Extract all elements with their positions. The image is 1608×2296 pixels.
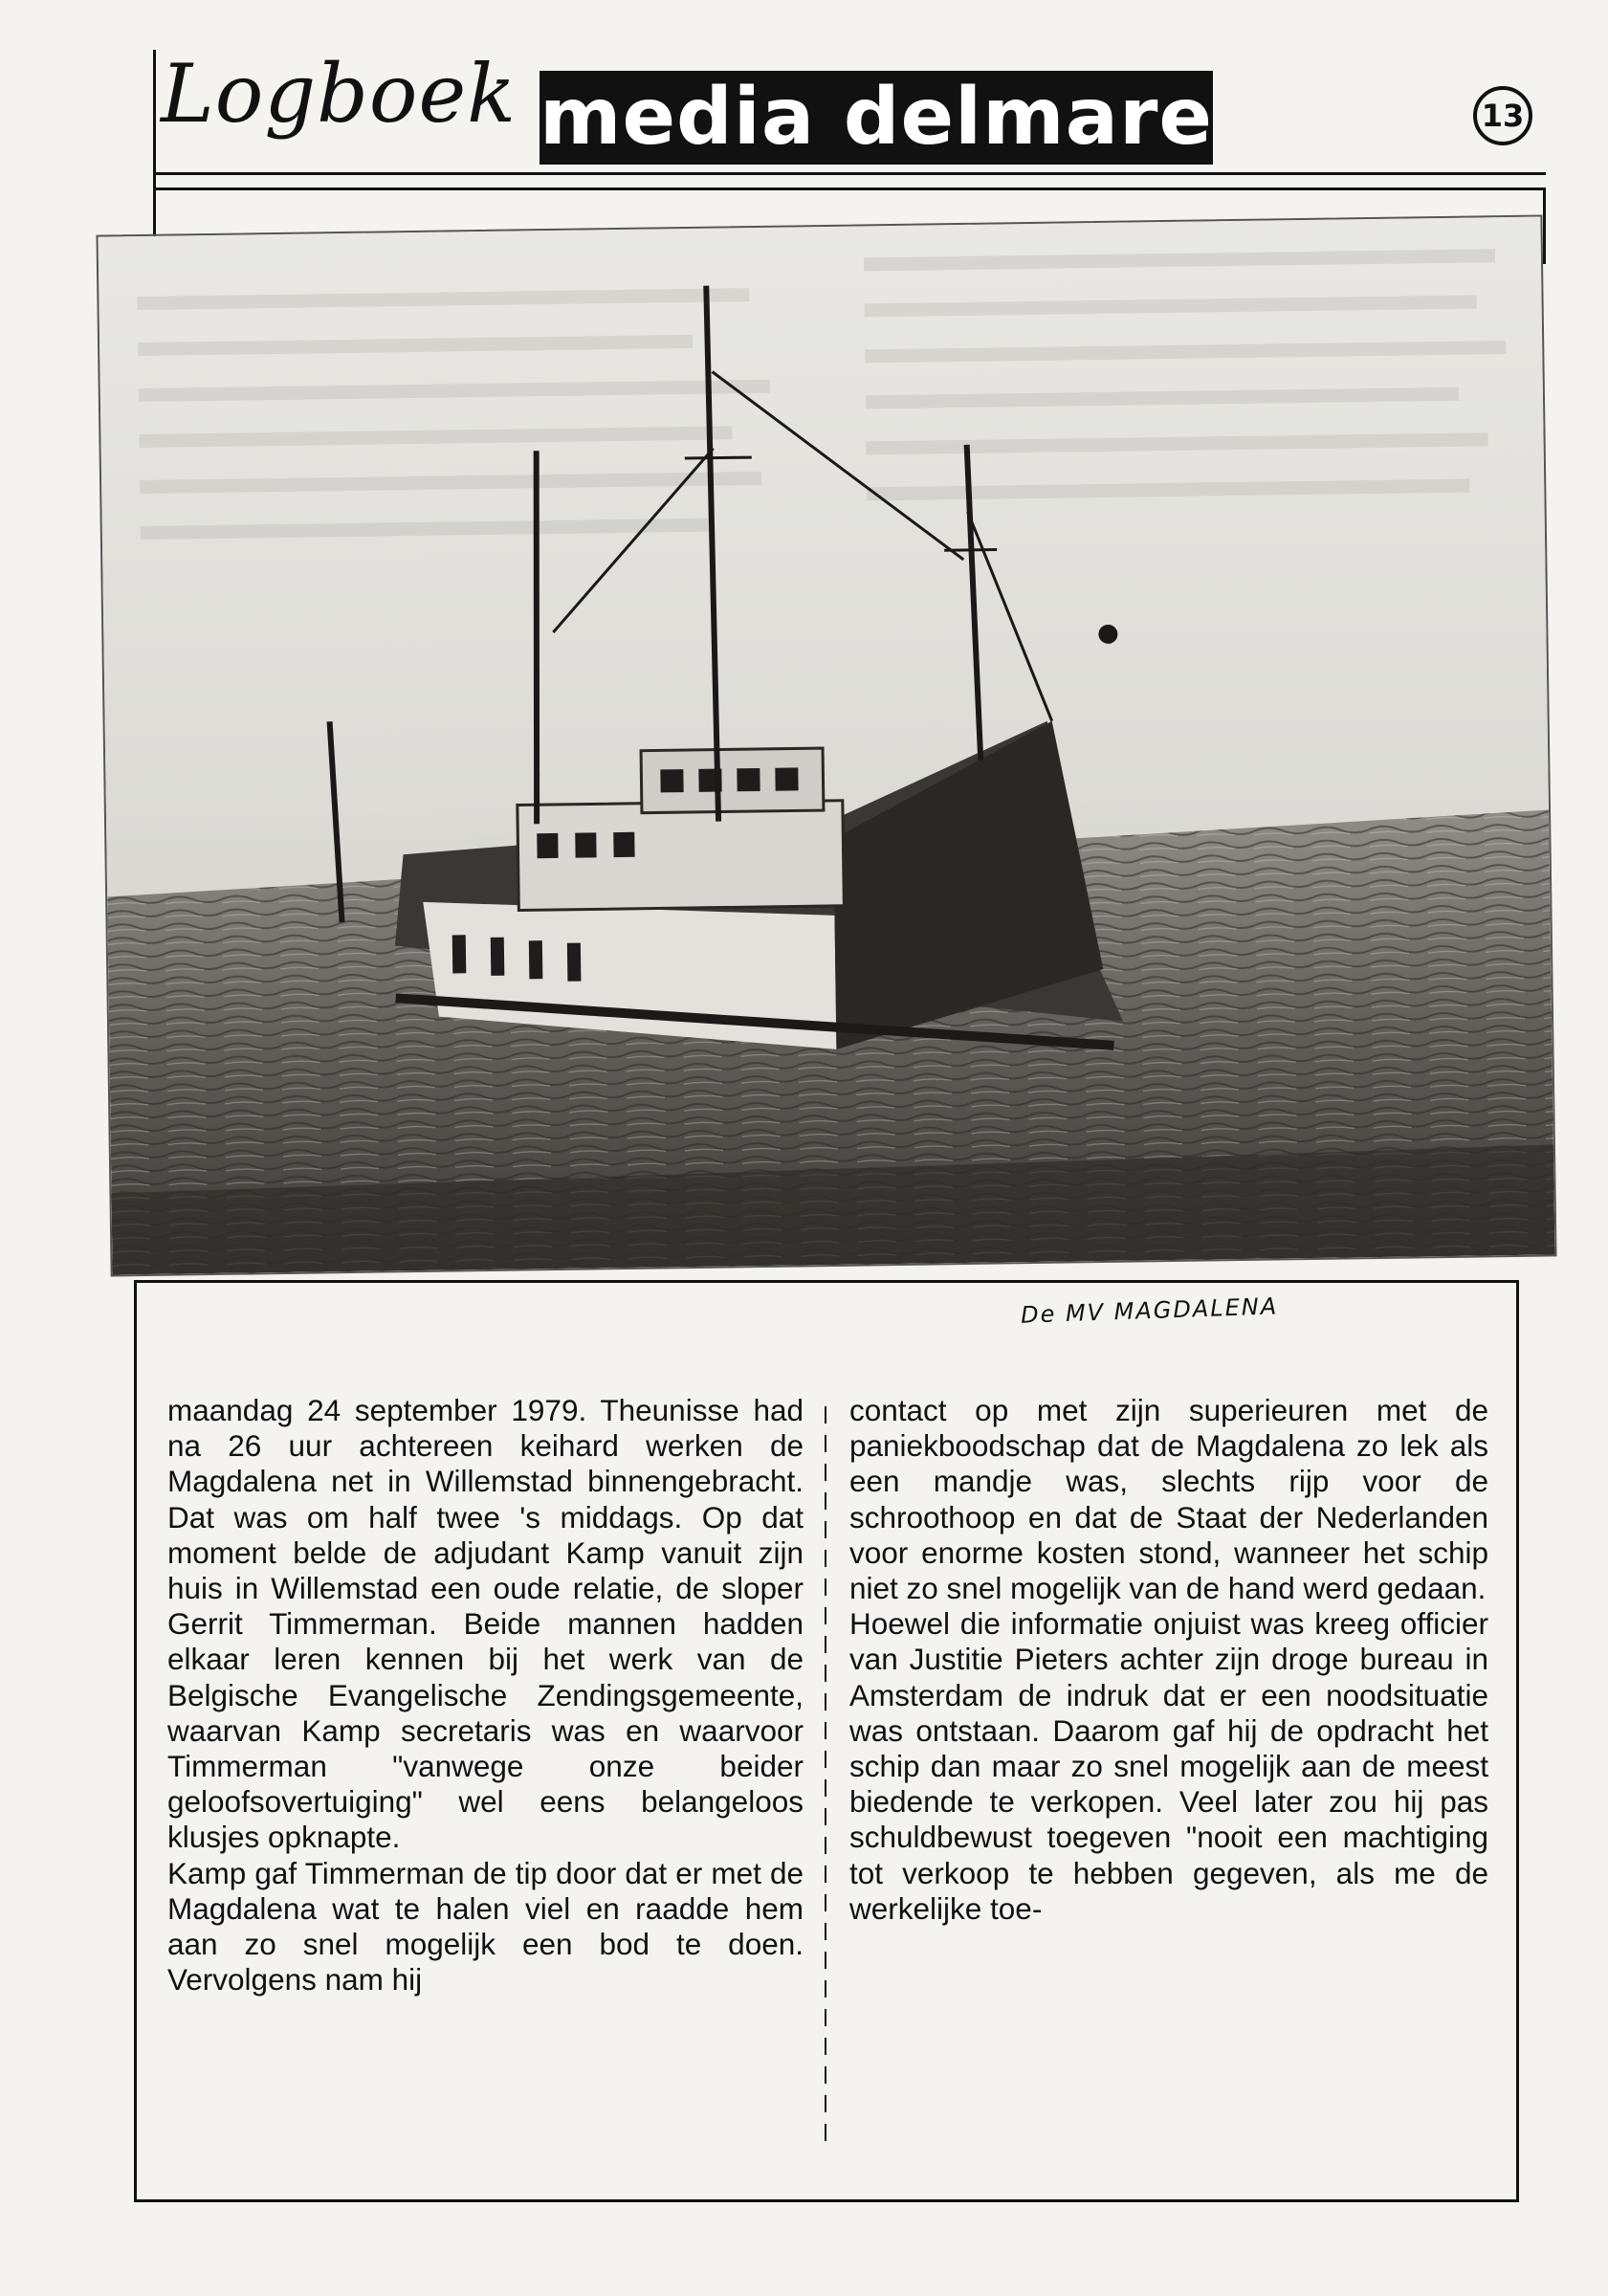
logboek-script-logo: Logboek — [161, 47, 518, 141]
header-rule-corner — [1543, 188, 1546, 264]
photo-caption: De MV MAGDALENA — [1020, 1292, 1279, 1329]
ship-photo — [96, 214, 1556, 1276]
article-column-right — [849, 1393, 1488, 1927]
media-delmare-logo-box: media delmare — [540, 72, 1213, 163]
page-header — [0, 0, 1608, 210]
article-paragraph: contact op met zijn superieuren met de paniekboodschap dat de Magdalena zo lek als een mandje was, slechts rijp voor de schroothoop en dat de Staat der Nederlanden voor enorme kosten stond, wanneer het schip niet zo snel mogelijk van de hand werd gedaan. — [849, 1393, 1488, 1606]
page-number-badge: 13 — [1473, 86, 1532, 145]
column-divider — [825, 1406, 826, 2143]
article-paragraph: Hoewel die informatie onjuist was kreeg officier van Justitie Pieters achter zijn droge bureau in Amsterdam de indruk dat er een noodsituatie was ontstaan. Daarom gaf hij de opdracht het schip dan maar zo snel mogelijk aan de meest biedende te verkopen. Veel later zou hij pas schuldbewust toegeven "nooit een machtiging tot verkoop te hebben gegeven, als me de werkelijke toe- — [849, 1606, 1488, 1926]
article-column-left — [167, 1393, 804, 1998]
header-rule — [153, 172, 1546, 175]
article-paragraph: Kamp gaf Timmerman de tip door dat er met de Magdalena wat te halen viel en raadde hem aan zo snel mogelijk een bod te doen. Vervolgens nam hij — [167, 1855, 804, 1998]
header-rule-lower — [153, 188, 1546, 190]
article-paragraph: maandag 24 september 1979. Theunisse had na 26 uur achtereen keihard werken de Magdalena net in Willemstad binnengebracht. Dat was om half twee 's middags. Op dat moment belde de adjudant Kamp vanuit zijn huis in Willemstad een oude relatie, de sloper Gerrit Timmerman. Beide mannen hadden elkaar leren kennen bij het werk van de Belgische Evangelische Zendingsgemeente, waarvan Kamp secretaris was en waarvoor Timmerman "vanwege onze beider geloofsovertuiging" wel eens belangeloos klusjes opknapte. — [167, 1393, 804, 1855]
